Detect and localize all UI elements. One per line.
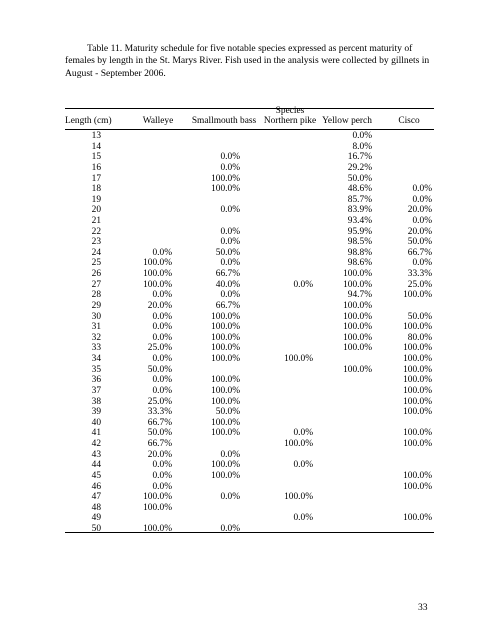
perch-cell: 8.0% xyxy=(352,141,372,152)
header-yellow-perch: Yellow perch xyxy=(322,116,372,126)
cisco-cell: 0.0% xyxy=(412,194,432,205)
smallmouth-cell: 0.0% xyxy=(220,492,240,503)
length-cell: 23 xyxy=(91,237,101,248)
pike-cell: 100.0% xyxy=(284,354,313,364)
length-cell: 33 xyxy=(91,343,101,354)
length-cell: 22 xyxy=(91,226,101,237)
length-cell: 39 xyxy=(91,407,101,418)
walleye-cell: 0.0% xyxy=(152,470,172,481)
walleye-cell: 0.0% xyxy=(152,460,172,471)
perch-cell: 100.0% xyxy=(343,269,372,280)
table-header-rule xyxy=(65,129,434,130)
length-cell: 47 xyxy=(91,492,101,503)
walleye-cell: 0.0% xyxy=(152,375,172,386)
smallmouth-cell: 100.0% xyxy=(211,311,240,322)
length-cell: 21 xyxy=(91,216,101,226)
cisco-cell: 20.0% xyxy=(407,205,432,216)
walleye-cell: 0.0% xyxy=(152,385,172,396)
cisco-cell: 66.7% xyxy=(407,247,432,258)
length-cell: 19 xyxy=(91,194,101,205)
length-cell: 40 xyxy=(91,417,101,428)
length-cell: 36 xyxy=(91,375,101,386)
cisco-cell: 100.0% xyxy=(403,407,432,418)
perch-cell: 100.0% xyxy=(343,279,372,290)
length-cell: 20 xyxy=(91,205,101,216)
smallmouth-cell: 100.0% xyxy=(211,385,240,396)
perch-cell: 94.7% xyxy=(347,290,372,301)
length-cell: 44 xyxy=(91,460,101,471)
smallmouth-cell: 100.0% xyxy=(211,460,240,471)
cisco-cell: 100.0% xyxy=(403,428,432,439)
cisco-cell: 100.0% xyxy=(403,470,432,481)
walleye-cell: 50.0% xyxy=(147,428,172,439)
walleye-cell: 25.0% xyxy=(147,343,172,354)
cisco-cell: 100.0% xyxy=(403,343,432,354)
smallmouth-cell: 100.0% xyxy=(211,354,240,364)
smallmouth-cell: 0.0% xyxy=(220,449,240,460)
pike-cell: 0.0% xyxy=(293,513,313,524)
smallmouth-cell: 40.0% xyxy=(215,279,240,290)
cisco-cell: 33.3% xyxy=(407,269,432,280)
walleye-cell: 0.0% xyxy=(152,322,172,333)
smallmouth-cell: 0.0% xyxy=(220,258,240,269)
smallmouth-cell: 0.0% xyxy=(220,162,240,173)
length-cell: 24 xyxy=(91,247,101,258)
length-cell: 42 xyxy=(91,439,101,449)
perch-cell: 98.5% xyxy=(347,237,372,248)
cisco-cell: 100.0% xyxy=(403,354,432,364)
cisco-cell: 50.0% xyxy=(407,311,432,322)
smallmouth-cell: 0.0% xyxy=(220,523,240,534)
perch-cell: 100.0% xyxy=(343,364,372,375)
walleye-cell: 100.0% xyxy=(143,523,172,534)
walleye-cell: 100.0% xyxy=(143,269,172,280)
length-cell: 13 xyxy=(91,131,101,141)
walleye-cell: 25.0% xyxy=(147,396,172,407)
pike-cell: 0.0% xyxy=(293,460,313,471)
cisco-cell: 100.0% xyxy=(403,364,432,375)
length-cell: 43 xyxy=(91,449,101,460)
perch-cell: 98.8% xyxy=(347,247,372,258)
length-cell: 37 xyxy=(91,385,101,396)
species-spanner: Species xyxy=(275,106,305,116)
length-cell: 28 xyxy=(91,290,101,301)
length-cell: 18 xyxy=(91,184,101,195)
length-cell: 26 xyxy=(91,269,101,280)
table-bottom-rule xyxy=(65,532,434,533)
cisco-cell: 100.0% xyxy=(403,385,432,396)
smallmouth-cell: 100.0% xyxy=(211,184,240,195)
smallmouth-cell: 100.0% xyxy=(211,417,240,428)
pike-cell: 100.0% xyxy=(284,492,313,503)
smallmouth-cell: 66.7% xyxy=(215,269,240,280)
smallmouth-cell: 100.0% xyxy=(211,322,240,333)
length-cell: 31 xyxy=(91,322,101,333)
smallmouth-cell: 66.7% xyxy=(215,300,240,311)
length-cell: 32 xyxy=(91,332,101,343)
cisco-cell: 100.0% xyxy=(403,396,432,407)
header-length: Length (cm) xyxy=(65,116,112,126)
smallmouth-cell: 0.0% xyxy=(220,152,240,163)
smallmouth-cell: 0.0% xyxy=(220,237,240,248)
perch-cell: 16.7% xyxy=(347,152,372,163)
length-cell: 27 xyxy=(91,279,101,290)
perch-cell: 100.0% xyxy=(343,343,372,354)
smallmouth-cell: 0.0% xyxy=(220,226,240,237)
smallmouth-cell: 100.0% xyxy=(211,173,240,184)
cisco-cell: 100.0% xyxy=(403,290,432,301)
walleye-cell: 100.0% xyxy=(143,492,172,503)
length-cell: 16 xyxy=(91,162,101,173)
walleye-cell: 100.0% xyxy=(143,279,172,290)
cisco-cell: 100.0% xyxy=(403,439,432,449)
perch-cell: 83.9% xyxy=(347,205,372,216)
pike-cell: 0.0% xyxy=(293,428,313,439)
cisco-cell: 0.0% xyxy=(412,258,432,269)
cisco-cell: 100.0% xyxy=(403,322,432,333)
header-cisco: Cisco xyxy=(398,116,420,126)
perch-cell: 100.0% xyxy=(343,332,372,343)
cisco-cell: 100.0% xyxy=(403,481,432,492)
walleye-cell: 0.0% xyxy=(152,354,172,364)
smallmouth-cell: 0.0% xyxy=(220,290,240,301)
walleye-cell: 100.0% xyxy=(143,502,172,513)
perch-cell: 29.2% xyxy=(347,162,372,173)
cisco-cell: 100.0% xyxy=(403,513,432,524)
walleye-cell: 50.0% xyxy=(147,364,172,375)
perch-cell: 98.6% xyxy=(347,258,372,269)
cisco-cell: 0.0% xyxy=(412,184,432,195)
walleye-cell: 66.7% xyxy=(147,439,172,449)
cisco-cell: 80.0% xyxy=(407,332,432,343)
cisco-cell: 0.0% xyxy=(412,216,432,226)
perch-cell: 100.0% xyxy=(343,300,372,311)
walleye-cell: 33.3% xyxy=(147,407,172,418)
length-cell: 14 xyxy=(91,141,101,152)
header-walleye: Walleye xyxy=(142,116,174,126)
walleye-cell: 0.0% xyxy=(152,311,172,322)
smallmouth-cell: 100.0% xyxy=(211,332,240,343)
length-cell: 30 xyxy=(91,311,101,322)
perch-cell: 95.9% xyxy=(347,226,372,237)
smallmouth-cell: 100.0% xyxy=(211,470,240,481)
length-cell: 41 xyxy=(91,428,101,439)
length-cell: 35 xyxy=(91,364,101,375)
length-cell: 50 xyxy=(91,523,101,534)
walleye-cell: 0.0% xyxy=(152,481,172,492)
walleye-cell: 0.0% xyxy=(152,332,172,343)
perch-cell: 50.0% xyxy=(347,173,372,184)
length-cell: 25 xyxy=(91,258,101,269)
pike-cell: 0.0% xyxy=(293,279,313,290)
walleye-cell: 20.0% xyxy=(147,449,172,460)
length-cell: 48 xyxy=(91,502,101,513)
perch-cell: 85.7% xyxy=(347,194,372,205)
cisco-cell: 50.0% xyxy=(407,237,432,248)
page-number: 33 xyxy=(418,602,428,613)
length-cell: 45 xyxy=(91,470,101,481)
walleye-cell: 0.0% xyxy=(152,290,172,301)
perch-cell: 100.0% xyxy=(343,311,372,322)
length-cell: 34 xyxy=(91,354,101,364)
length-cell: 49 xyxy=(91,513,101,524)
smallmouth-cell: 100.0% xyxy=(211,428,240,439)
length-cell: 15 xyxy=(91,152,101,163)
length-cell: 17 xyxy=(91,173,101,184)
header-northern-pike: Northern pike xyxy=(263,116,317,126)
header-smallmouth-bass: Smallmouth bass xyxy=(191,116,257,126)
smallmouth-cell: 0.0% xyxy=(220,205,240,216)
table-caption: Table 11. Maturity schedule for five notable species expressed as percent maturity of females by length in the St. Marys River. Fish used in the analysis were collected by gillnets in August - September 2006. xyxy=(65,43,430,79)
walleye-cell: 66.7% xyxy=(147,417,172,428)
smallmouth-cell: 50.0% xyxy=(215,247,240,258)
cisco-cell: 25.0% xyxy=(407,279,432,290)
walleye-cell: 20.0% xyxy=(147,300,172,311)
cisco-cell: 100.0% xyxy=(403,375,432,386)
perch-cell: 48.6% xyxy=(347,184,372,195)
smallmouth-cell: 100.0% xyxy=(211,396,240,407)
perch-cell: 100.0% xyxy=(343,322,372,333)
cisco-cell: 20.0% xyxy=(407,226,432,237)
smallmouth-cell: 100.0% xyxy=(211,375,240,386)
smallmouth-cell: 100.0% xyxy=(211,343,240,354)
length-cell: 38 xyxy=(91,396,101,407)
smallmouth-cell: 50.0% xyxy=(215,407,240,418)
pike-cell: 100.0% xyxy=(284,439,313,449)
perch-cell: 0.0% xyxy=(352,131,372,141)
walleye-cell: 100.0% xyxy=(143,258,172,269)
perch-cell: 93.4% xyxy=(347,216,372,226)
length-cell: 29 xyxy=(91,300,101,311)
walleye-cell: 0.0% xyxy=(152,247,172,258)
length-cell: 46 xyxy=(91,481,101,492)
